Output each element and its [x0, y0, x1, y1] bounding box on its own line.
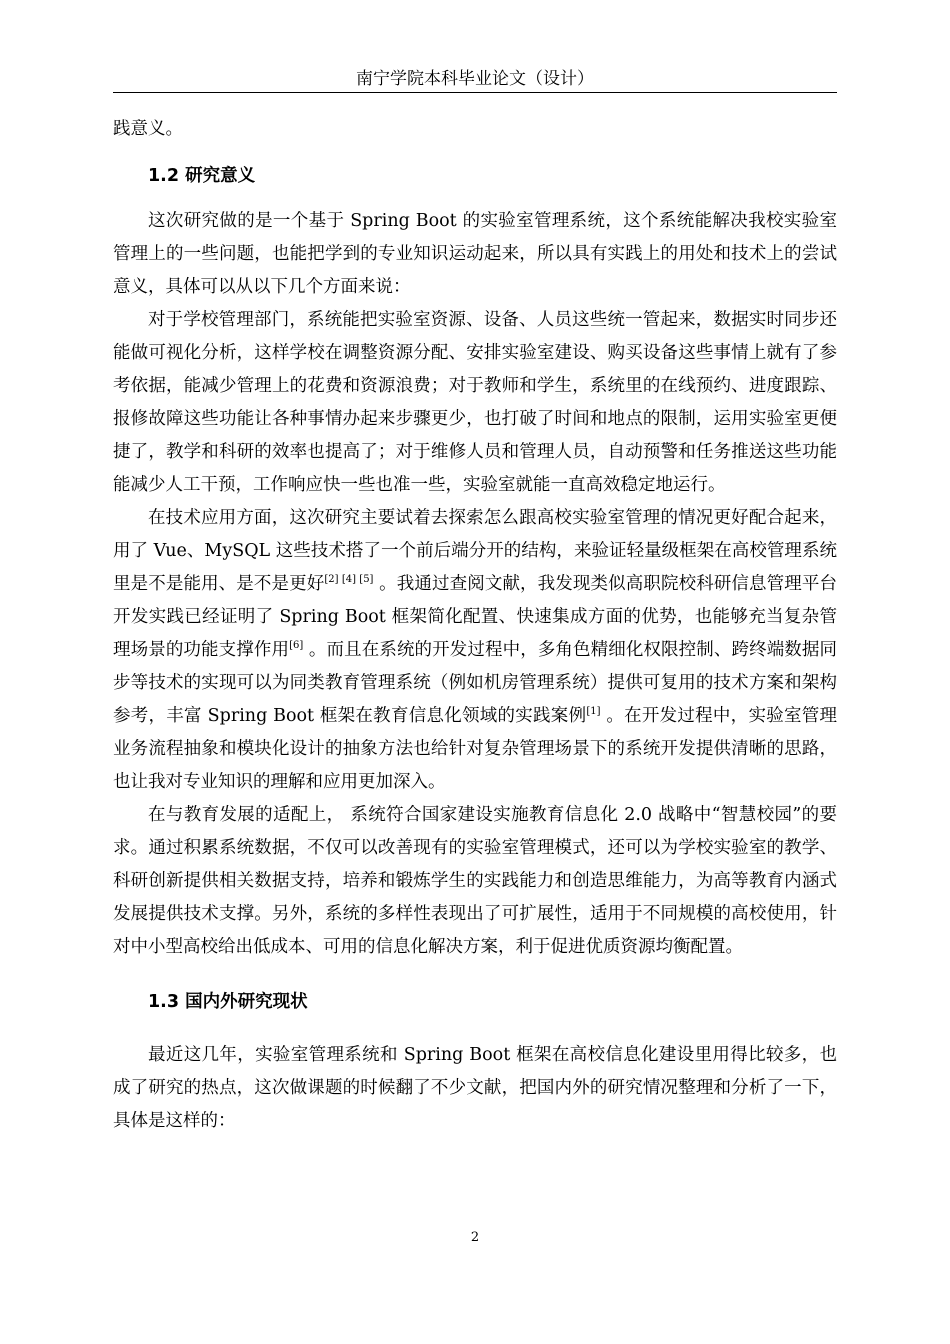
text-run: 。而且在系统的开发过程中，多角色精细化权限控制、跨终端数据同步等技术的实现可以为同类教育管理系统（例如机房管理系统）提供可复用的技术方案和架构参考，丰富 Spring Boot 框架在教育信息化领域的实践案例: [113, 640, 838, 726]
text-run: 。在开发过程中，实验室管理业务流程抽象和模块化设计的抽象方法也给针对复杂管理场景下的系统开发提供清晰的思路，也让我对专业知识的理解和应用更加深入。: [113, 706, 838, 792]
citation-ref: [6]: [289, 640, 304, 651]
paragraph: 这次研究做的是一个基于 Spring Boot 的实验室管理系统，这个系统能解决我校实验室管理上的一些问题，也能把学到的专业知识运动起来，所以具有实践上的用处和技术上的尝试意义，具体可以从以下几个方面来说：: [113, 211, 837, 297]
section-heading-1-3: 1.3 国内外研究现状: [148, 992, 308, 1012]
citation-ref: [2] [4] [5]: [324, 574, 374, 585]
paragraph-with-citations: [113, 502, 837, 799]
paragraph: 对于学校管理部门，系统能把实验室资源、设备、人员这些统一管起来，数据实时同步还能做可视化分析，这样学校在调整资源分配、安排实验室建设、购买设备这些事情上就有了参考依据，能减少管理上的花费和资源浪费；对于教师和学生，系统里的在线预约、进度跟踪、报修故障这些功能让各种事情办起来步骤更少，也打破了时间和地点的限制，运用实验室更便捷了，教学和科研的效率也提高了；对于维修人员和管理人员，自动预警和任务推送这些功能能减少人工干预，工作响应快一些也准一些，实验室就能一直高效稳定地运行。: [113, 310, 837, 495]
text-run: 。我通过查阅文献，我发现类似高职院校科研信息管理平台开发实践已经证明了 Spring Boot 框架简化配置、快速集成方面的优势，也能够充当复杂管理场景的功能支撑作用: [113, 574, 838, 660]
citation-ref: [1]: [586, 706, 601, 717]
text-run: 在技术应用方面，这次研究主要试着去探索怎么跟高校实验室管理的情况更好配合起来，用了 Vue、MySQL 这些技术搭了一个前后端分开的结构，来验证轻量级框架在高校管理系统里是不是能用、是不是更好: [113, 508, 837, 594]
continuation-text: 践意义。: [113, 119, 183, 139]
running-header: 南宁学院本科毕业论文（设计）: [356, 69, 594, 89]
page-body: [113, 113, 837, 1138]
section-heading-1-2: 1.2 研究意义: [148, 166, 256, 186]
paragraph: 在与教育发展的适配上， 系统符合国家建设实施教育信息化 2.0 战略中“智慧校园”的要求。通过积累系统数据，不仅可以改善现有的实验室管理模式，还可以为学校实验室的教学、科研创新提供相关数据支持，培养和锻炼学生的实践能力和创造思维能力，为高等教育内涵式发展提供技术支撑。另外，系统的多样性表现出了可扩展性，适用于不同规模的高校使用，针对中小型高校给出低成本、可用的信息化解决方案，利于促进优质资源均衡配置。: [113, 805, 837, 957]
page-number: 2: [470, 1230, 480, 1245]
paragraph: 最近这几年，实验室管理系统和 Spring Boot 框架在高校信息化建设里用得比较多，也成了研究的热点，这次做课题的时候翻了不少文献，把国内外的研究情况整理和分析了一下，具体是这样的：: [113, 1045, 837, 1131]
header-rule: [113, 92, 837, 93]
